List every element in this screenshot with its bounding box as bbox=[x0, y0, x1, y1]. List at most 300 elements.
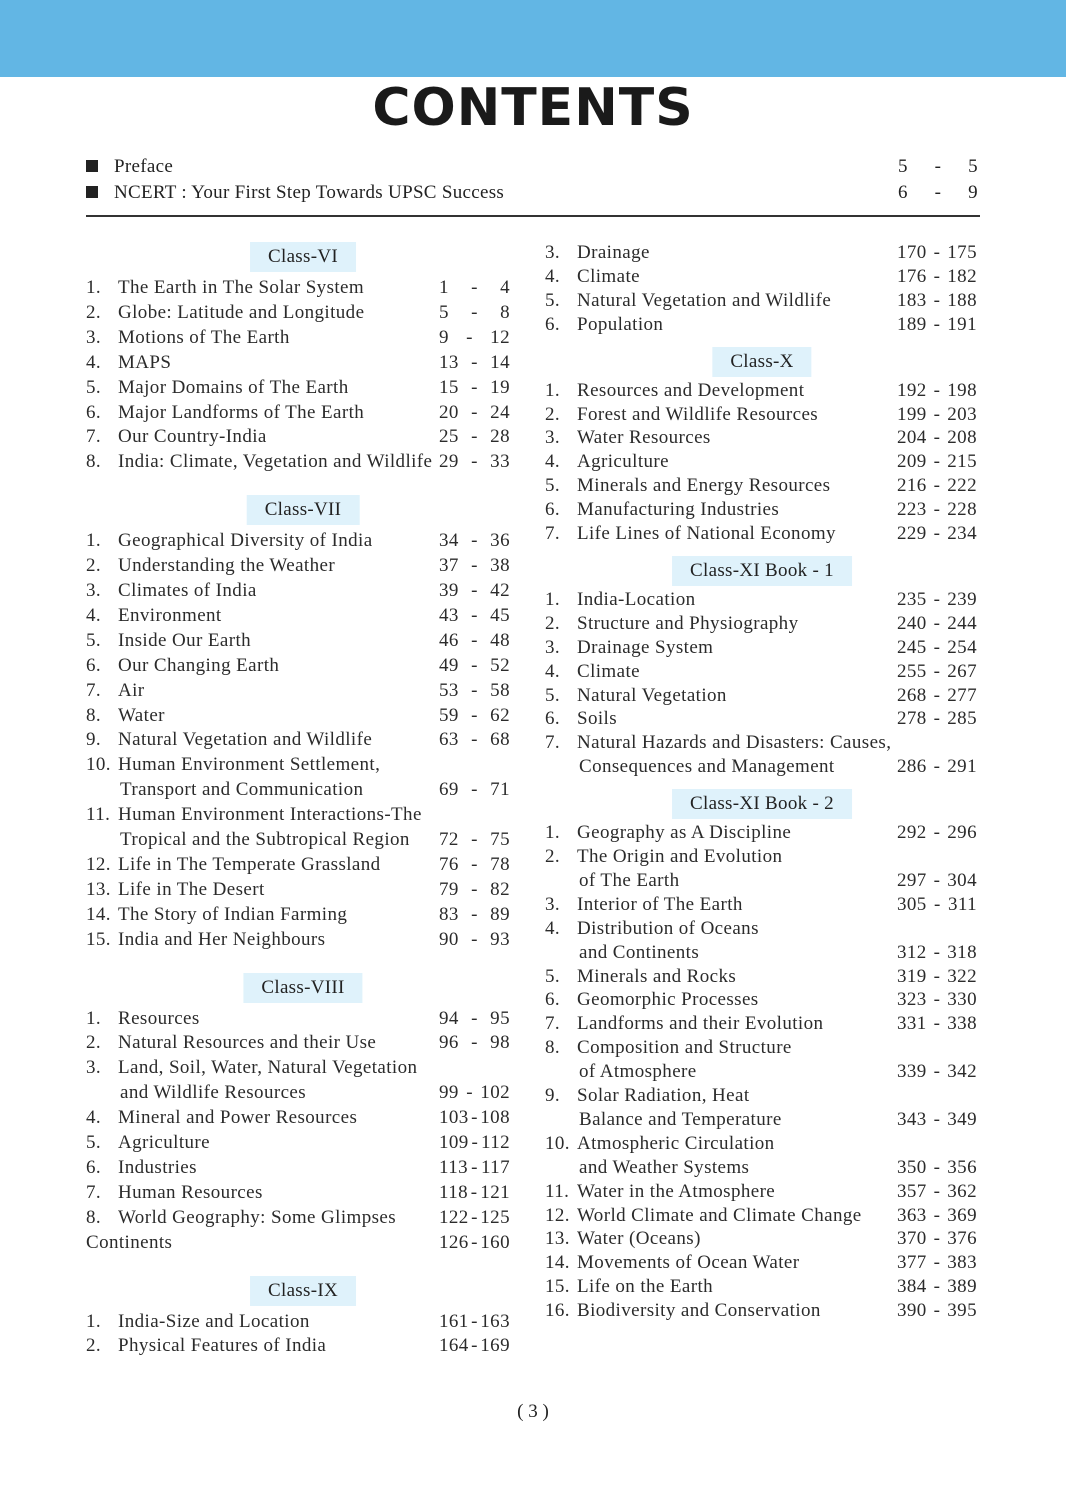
entry-number: 6. bbox=[86, 1156, 102, 1178]
page-to: 36 bbox=[490, 530, 510, 552]
range-dash: - bbox=[933, 1300, 941, 1322]
page-to: 356 bbox=[947, 1156, 977, 1178]
page-range bbox=[897, 1059, 977, 1084]
page-range bbox=[439, 449, 510, 474]
page-from: 176 bbox=[897, 265, 927, 287]
entry-number: 1. bbox=[86, 277, 102, 298]
page-to: 330 bbox=[947, 989, 977, 1011]
page-from: 94 bbox=[439, 1007, 459, 1029]
toc-entry bbox=[86, 927, 516, 952]
entry-title: The Story of Indian Farming bbox=[118, 903, 348, 925]
entry-number: 7. bbox=[545, 1013, 561, 1035]
page-number: ( 3 ) bbox=[517, 1401, 549, 1422]
page-from: 204 bbox=[897, 427, 927, 449]
range-dash: - bbox=[471, 580, 478, 601]
entry-title: Life on the Earth bbox=[577, 1276, 714, 1298]
entry-title: Geomorphic Processes bbox=[577, 989, 759, 1011]
preface-label: Preface bbox=[114, 156, 174, 177]
page-range bbox=[439, 877, 510, 902]
page-from: 278 bbox=[897, 708, 927, 730]
entry-title: World Geography: Some Glimpses bbox=[118, 1206, 397, 1228]
entry-title: Water Resources bbox=[577, 427, 711, 449]
toc-entry bbox=[86, 275, 516, 300]
entry-number: 2. bbox=[545, 403, 561, 425]
page-to: 208 bbox=[947, 427, 977, 449]
entry-title: Physical Features of India bbox=[118, 1335, 327, 1357]
page-title: CONTENTS bbox=[372, 78, 694, 138]
toc-entry bbox=[545, 497, 980, 522]
page-from: 99 bbox=[439, 1082, 459, 1104]
page-to: 244 bbox=[947, 612, 977, 634]
toc-entry bbox=[86, 877, 516, 902]
toc-entry bbox=[545, 635, 980, 660]
range-dash: - bbox=[933, 451, 941, 473]
page-range bbox=[439, 777, 510, 802]
entry-number: 4. bbox=[545, 451, 561, 473]
entry-title: The Origin and Evolution bbox=[577, 846, 783, 867]
range-dash: - bbox=[933, 427, 941, 449]
page-to: 322 bbox=[947, 965, 977, 987]
range-dash: - bbox=[471, 729, 478, 751]
page-range bbox=[439, 1230, 510, 1255]
toc-entry bbox=[86, 727, 516, 752]
page-to: 362 bbox=[947, 1180, 977, 1202]
entry-title: Transport and Communication bbox=[120, 779, 364, 801]
toc-entry bbox=[545, 683, 980, 708]
entry-number: 7. bbox=[86, 1181, 102, 1203]
page-range bbox=[897, 1155, 977, 1180]
page-to: 191 bbox=[947, 313, 977, 335]
entry-title: Water in the Atmosphere bbox=[577, 1180, 776, 1202]
page-to: 239 bbox=[947, 588, 977, 610]
page-range bbox=[439, 553, 510, 578]
page-from: 39 bbox=[439, 580, 459, 601]
toc-entry bbox=[86, 528, 516, 553]
toc-entry bbox=[86, 424, 516, 449]
entry-title: Movements of Ocean Water bbox=[577, 1252, 800, 1274]
page-to: 304 bbox=[947, 869, 977, 891]
toc-entry-continuation bbox=[545, 1155, 980, 1180]
entry-title: Human Environment Settlement, bbox=[118, 754, 381, 776]
entry-title: Air bbox=[118, 679, 145, 701]
page-from: 343 bbox=[897, 1108, 927, 1130]
toc-entry bbox=[545, 820, 980, 845]
page-to: 102 bbox=[480, 1082, 510, 1104]
page-from: 20 bbox=[439, 401, 459, 423]
range-dash: - bbox=[471, 829, 478, 850]
page-from: 216 bbox=[897, 475, 927, 497]
page-from: 189 bbox=[897, 313, 927, 335]
page-from: 9 bbox=[439, 326, 449, 348]
entry-title: Composition and Structure bbox=[577, 1037, 792, 1059]
page-to: 369 bbox=[947, 1204, 977, 1226]
entry-number: 9. bbox=[86, 729, 102, 751]
page-range bbox=[897, 497, 977, 522]
range-dash: - bbox=[471, 654, 478, 676]
page-from: 323 bbox=[897, 989, 927, 1011]
page-to: 222 bbox=[947, 475, 977, 497]
page-from: 164 bbox=[439, 1335, 469, 1357]
page-from: 122 bbox=[439, 1206, 469, 1228]
page-range bbox=[439, 1080, 510, 1105]
entry-title: Natural Vegetation and Wildlife bbox=[577, 289, 832, 311]
page-from: 96 bbox=[439, 1032, 459, 1054]
toc-entry bbox=[545, 1179, 980, 1204]
toc-entry-continuation bbox=[86, 777, 516, 802]
page-to: 58 bbox=[490, 679, 510, 701]
page-from: 63 bbox=[439, 729, 459, 751]
range-dash: - bbox=[933, 1204, 941, 1226]
toc-entry bbox=[545, 1035, 980, 1060]
toc-entry bbox=[545, 402, 980, 427]
range-dash: - bbox=[471, 451, 478, 473]
entry-number: 15. bbox=[545, 1276, 570, 1298]
entry-number: 11. bbox=[545, 1180, 570, 1202]
page-to: 4 bbox=[500, 277, 510, 298]
range-dash: - bbox=[471, 426, 478, 448]
entry-title: Natural Vegetation bbox=[577, 684, 727, 706]
entry-number: 4. bbox=[545, 917, 561, 939]
entry-number: 3. bbox=[86, 580, 102, 601]
page-range bbox=[897, 964, 977, 989]
range-dash: - bbox=[471, 878, 478, 900]
entry-title: Geography as A Discipline bbox=[577, 822, 792, 844]
page-from: 384 bbox=[897, 1276, 927, 1298]
entry-number: 7. bbox=[545, 523, 561, 544]
page-to: 8 bbox=[500, 301, 510, 323]
entry-title: Manufacturing Industries bbox=[577, 499, 780, 521]
toc-entry bbox=[545, 521, 980, 546]
range-dash: - bbox=[471, 301, 478, 323]
entry-number: 8. bbox=[86, 451, 102, 473]
entry-number: 13. bbox=[545, 1228, 570, 1250]
page-range bbox=[439, 350, 510, 375]
page-from: 25 bbox=[439, 426, 459, 448]
entry-title: Atmospheric Circulation bbox=[577, 1132, 775, 1154]
toc-entry bbox=[86, 1180, 516, 1205]
page-range: 6 - 9 bbox=[898, 182, 978, 203]
range-dash: - bbox=[933, 242, 941, 263]
page-from: 370 bbox=[897, 1228, 927, 1250]
entry-number: 16. bbox=[545, 1300, 570, 1322]
toc-entry bbox=[545, 916, 980, 941]
entry-number: 6. bbox=[545, 708, 561, 730]
toc-entry bbox=[86, 1333, 516, 1358]
toc-entry bbox=[86, 300, 516, 325]
range-dash: - bbox=[466, 326, 473, 348]
toc-entry bbox=[86, 603, 516, 628]
page-range bbox=[897, 402, 977, 427]
entry-title: India-Size and Location bbox=[118, 1310, 310, 1332]
page-to: 125 bbox=[480, 1206, 510, 1228]
class-heading: Class-IX bbox=[250, 1276, 356, 1306]
preface-label: NCERT : Your First Step Towards UPSC Success bbox=[114, 182, 505, 203]
entry-title: Mineral and Power Resources bbox=[118, 1107, 358, 1129]
range-dash: - bbox=[470, 1181, 478, 1203]
toc-entry-continuation bbox=[545, 754, 980, 779]
entry-title: Human Resources bbox=[118, 1181, 263, 1203]
page-from: 245 bbox=[897, 636, 927, 658]
page-range bbox=[439, 1309, 510, 1334]
entry-title: Population bbox=[577, 313, 664, 335]
page-to: 291 bbox=[947, 756, 977, 778]
range-dash: - bbox=[933, 636, 941, 658]
toc-entry bbox=[86, 1205, 516, 1230]
page-from: 15 bbox=[439, 376, 459, 398]
range-dash: - bbox=[471, 679, 478, 701]
page-to: 169 bbox=[480, 1335, 510, 1357]
page-to: 203 bbox=[947, 403, 977, 425]
class-heading: Class-VI bbox=[250, 242, 356, 272]
page-from: 170 bbox=[897, 242, 927, 263]
entry-number: 6. bbox=[86, 401, 102, 423]
entry-title: Climate bbox=[577, 265, 640, 287]
toc-entry bbox=[86, 902, 516, 927]
class-heading: Class-VIII bbox=[243, 973, 362, 1003]
toc-entry bbox=[545, 987, 980, 1012]
entry-number: 4. bbox=[545, 660, 561, 682]
entry-number: 9. bbox=[545, 1085, 561, 1106]
entry-title: Solar Radiation, Heat bbox=[577, 1085, 750, 1106]
entry-title: MAPS bbox=[118, 351, 172, 373]
toc-entry bbox=[86, 1230, 516, 1255]
range-dash: - bbox=[933, 756, 941, 778]
page-range bbox=[439, 1333, 510, 1358]
page-to: 75 bbox=[490, 829, 510, 850]
page-from: 83 bbox=[439, 903, 459, 925]
page-from: 103 bbox=[439, 1107, 469, 1129]
range-dash: - bbox=[466, 1082, 473, 1104]
range-dash: - bbox=[933, 313, 941, 335]
entry-number: 8. bbox=[86, 704, 102, 726]
toc-entry bbox=[86, 1030, 516, 1055]
range-dash: - bbox=[471, 928, 478, 950]
divider-rule bbox=[86, 215, 980, 217]
page-range bbox=[897, 1250, 977, 1275]
page-from: 255 bbox=[897, 660, 927, 682]
range-dash: - bbox=[471, 629, 478, 651]
page-range bbox=[897, 635, 977, 660]
entry-title: Inside Our Earth bbox=[118, 629, 252, 651]
page-to: 45 bbox=[490, 604, 510, 626]
page-range bbox=[439, 1030, 510, 1055]
page-range bbox=[897, 611, 977, 636]
page-from: 305 bbox=[897, 893, 927, 915]
entry-title: Minerals and Rocks bbox=[577, 965, 737, 987]
toc-entry-continuation bbox=[86, 1080, 516, 1105]
page-range bbox=[897, 312, 977, 337]
entry-title: India and Her Neighbours bbox=[118, 928, 326, 950]
entry-title: Resources bbox=[118, 1007, 200, 1029]
range-dash: - bbox=[933, 612, 941, 634]
range-dash: - bbox=[471, 1231, 478, 1253]
entry-number: 3. bbox=[86, 1057, 102, 1079]
page-to: 78 bbox=[490, 853, 510, 875]
page-from: 268 bbox=[897, 684, 927, 706]
page-from: 350 bbox=[897, 1156, 927, 1178]
range-dash: - bbox=[471, 1007, 478, 1029]
page-range bbox=[439, 827, 510, 852]
entry-title: Life Lines of National Economy bbox=[577, 523, 836, 544]
page-to: 117 bbox=[480, 1156, 510, 1178]
range-dash: - bbox=[933, 869, 941, 891]
page-from: 286 bbox=[897, 756, 927, 778]
range-dash: - bbox=[471, 1032, 478, 1054]
entry-number: 8. bbox=[545, 1037, 561, 1059]
range-dash: - bbox=[471, 853, 478, 875]
page-from: 357 bbox=[897, 1180, 927, 1202]
page-to: 175 bbox=[947, 242, 977, 263]
toc-entry bbox=[545, 378, 980, 403]
range-dash: - bbox=[933, 893, 941, 915]
toc-entry bbox=[545, 264, 980, 289]
entry-title: of Atmosphere bbox=[579, 1061, 697, 1083]
toc-entry bbox=[545, 449, 980, 474]
entry-number: 1. bbox=[545, 379, 561, 401]
range-dash: - bbox=[933, 475, 941, 497]
entry-number: 5. bbox=[86, 376, 102, 398]
class-heading: Class-XI Book - 1 bbox=[672, 556, 852, 586]
page-from: 363 bbox=[897, 1204, 927, 1226]
entry-number: 14. bbox=[545, 1252, 570, 1274]
entry-number: 2. bbox=[86, 301, 102, 323]
range-dash: - bbox=[933, 660, 941, 682]
toc-entry bbox=[545, 1226, 980, 1251]
entry-number: 3. bbox=[545, 242, 561, 263]
entry-title: The Earth in The Solar System bbox=[118, 277, 365, 298]
page-from: 377 bbox=[897, 1252, 927, 1274]
range-dash: - bbox=[471, 1206, 478, 1228]
page-from: 109 bbox=[439, 1132, 469, 1153]
range-dash: - bbox=[471, 277, 478, 298]
page-range bbox=[439, 628, 510, 653]
page-range bbox=[897, 1298, 977, 1323]
range-dash: - bbox=[933, 684, 941, 706]
page-range bbox=[439, 424, 510, 449]
page-to: 389 bbox=[947, 1276, 977, 1298]
range-dash: - bbox=[471, 1335, 478, 1357]
preface-row bbox=[86, 181, 980, 205]
page-range bbox=[897, 754, 977, 779]
page-range bbox=[897, 240, 977, 265]
toc-entry bbox=[86, 752, 516, 777]
page-from: 209 bbox=[897, 451, 927, 473]
toc-entry bbox=[86, 703, 516, 728]
range-dash: - bbox=[471, 530, 478, 552]
entry-title: Climate bbox=[577, 660, 640, 682]
range-dash: - bbox=[471, 1132, 479, 1153]
range-dash: - bbox=[471, 351, 478, 373]
entry-title: Water bbox=[118, 704, 165, 726]
page-from: 72 bbox=[439, 829, 459, 850]
entry-number: 7. bbox=[86, 679, 102, 701]
entry-number: 6. bbox=[545, 989, 561, 1011]
entry-title: Land, Soil, Water, Natural Vegetation bbox=[118, 1057, 418, 1079]
entry-number: 13. bbox=[86, 878, 111, 900]
toc-entry bbox=[545, 1298, 980, 1323]
range-dash: - bbox=[933, 941, 941, 963]
page-to: 93 bbox=[490, 928, 510, 950]
toc-entry bbox=[86, 375, 516, 400]
page-from: 183 bbox=[897, 289, 927, 311]
range-dash: - bbox=[933, 1180, 941, 1202]
page-from: 339 bbox=[897, 1061, 927, 1083]
page-from: 29 bbox=[439, 451, 459, 473]
toc-entry bbox=[86, 350, 516, 375]
toc-entry bbox=[545, 288, 980, 313]
page-range bbox=[439, 852, 510, 877]
toc-entry bbox=[545, 964, 980, 989]
page-from: 37 bbox=[439, 555, 459, 577]
entry-title: Water (Oceans) bbox=[577, 1228, 701, 1250]
page-to: 318 bbox=[947, 941, 977, 963]
entry-title: Resources and Development bbox=[577, 379, 805, 401]
toc-entry bbox=[545, 659, 980, 684]
page-from: 240 bbox=[897, 612, 927, 634]
range-dash: - bbox=[933, 523, 941, 544]
page-range bbox=[439, 375, 510, 400]
page-from: 118 bbox=[439, 1181, 468, 1203]
toc-entry bbox=[86, 553, 516, 578]
page-range bbox=[897, 425, 977, 450]
entry-title: Our Changing Earth bbox=[118, 654, 280, 676]
range-dash: - bbox=[471, 1310, 478, 1332]
entry-title: Industries bbox=[118, 1156, 197, 1178]
page-to: 182 bbox=[947, 265, 977, 287]
entry-title: Our Country-India bbox=[118, 426, 267, 448]
page-to: 71 bbox=[490, 779, 510, 801]
page-to: 33 bbox=[490, 451, 510, 473]
page-to: 95 bbox=[490, 1007, 510, 1029]
toc-entry bbox=[545, 425, 980, 450]
page-range bbox=[897, 706, 977, 731]
page-range bbox=[897, 683, 977, 708]
page-to: 48 bbox=[490, 629, 510, 651]
page-to: 52 bbox=[490, 654, 510, 676]
range-dash: - bbox=[933, 379, 941, 401]
entry-title: Motions of The Earth bbox=[118, 326, 290, 348]
page-from: 319 bbox=[897, 965, 927, 987]
page-from: 79 bbox=[439, 878, 459, 900]
range-dash: - bbox=[933, 1156, 941, 1178]
entry-title: and Continents bbox=[579, 941, 700, 963]
page-to: 42 bbox=[490, 580, 510, 601]
toc-entry bbox=[86, 1130, 516, 1155]
page-to: 285 bbox=[947, 708, 977, 730]
entry-title: Forest and Wildlife Resources bbox=[577, 403, 819, 425]
entry-number: 4. bbox=[86, 604, 102, 626]
page-range bbox=[439, 703, 510, 728]
page-to: 349 bbox=[947, 1108, 977, 1130]
entry-title: Consequences and Management bbox=[579, 756, 835, 778]
page-to: 62 bbox=[490, 704, 510, 726]
range-dash: - bbox=[933, 1276, 941, 1298]
page-range bbox=[439, 578, 510, 603]
toc-entry bbox=[86, 852, 516, 877]
page-to: 198 bbox=[947, 379, 977, 401]
entry-number: 2. bbox=[86, 1032, 102, 1054]
class-heading: Class-XI Book - 2 bbox=[672, 789, 852, 819]
page-to: 68 bbox=[490, 729, 510, 751]
preface-row bbox=[86, 155, 980, 179]
page-range bbox=[897, 1274, 977, 1299]
range-dash: - bbox=[471, 555, 478, 577]
range-dash: - bbox=[933, 965, 941, 987]
page-range bbox=[439, 300, 510, 325]
toc-entry bbox=[86, 802, 516, 827]
entry-number: 1. bbox=[86, 1007, 102, 1029]
entry-title: Continents bbox=[86, 1231, 173, 1253]
